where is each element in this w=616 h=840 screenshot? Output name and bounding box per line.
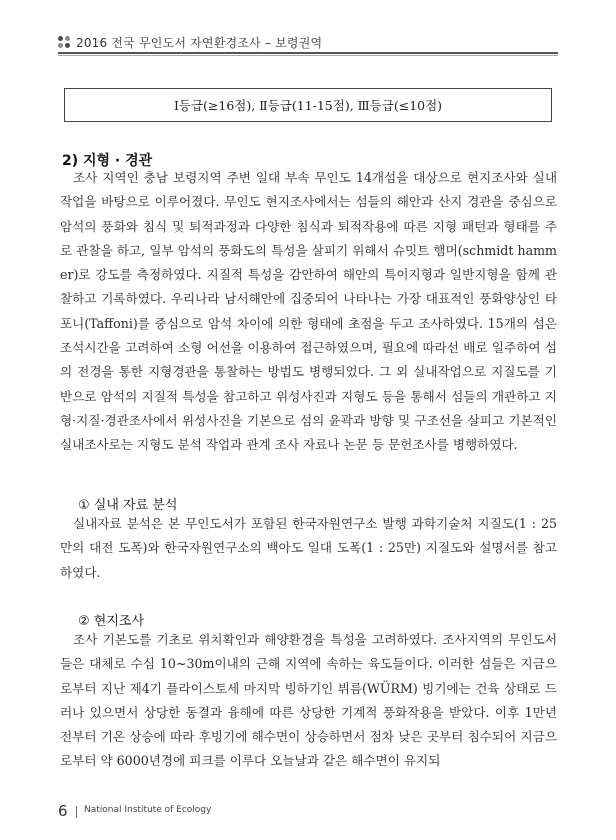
header-dots-icon [58, 36, 72, 50]
grade-criteria-box [64, 88, 552, 122]
subsection-title-indoor: ① 실내 자료 분석 [78, 498, 178, 513]
page-number: 6 [58, 802, 68, 820]
header-title: 2016 전국 무인도서 자연환경조사 – 보령권역 [76, 36, 323, 50]
header-dot [65, 36, 70, 41]
footer-organization: National Institute of Ecology [84, 805, 212, 815]
header-dot [58, 43, 63, 48]
subsection-paragraph-field: 조사 기본도를 기초로 위치확인과 해양환경을 특성을 고려하였다. 조사지역의 무인도서들은 대체로 수심 10~30m이내의 근해 지역에 속하는 육도들이다. 이러한 섬들은 지금으로부터 지난 제4기 플라이스토세 마지막 빙하기인 뷔름(WÜRM) 빙기에는 건육 상태로 드러나 있으면서 상당한 동결과 융해에 따른 상당한 기계적 풍화작용을 받았다. 이후 1만년 전부터 기온 상승에 따라 후빙기에 해수면이 상승하면서 점차 낮은 곳부터 침수되어 지금으로부터 약 6000년경에 피크를 이루다 오늘날과 같은 해수면이 유지되 [60, 632, 557, 769]
page-header [0, 0, 616, 56]
section-title: 2) 지형 · 경관 [62, 153, 153, 169]
header-divider [58, 52, 558, 54]
header-dot [65, 43, 70, 48]
header-dot [58, 36, 63, 41]
section-paragraph: 조사 지역인 충남 보령지역 주변 일대 부속 무인도 14개섬을 대상으로 현지조사와 실내작업을 바탕으로 이루어졌다. 무인도 현지조사에서는 섬들의 해안과 산지 경관을 중심으로 암석의 풍화와 침식 및 퇴적과정과 다양한 침식과 퇴적작용에 따른 지형 패턴과 형태를 주로 관찰을 하고, 일부 암석의 풍화도의 특성을 살피기 위해서 슈밋트 햄머(schmidt hammer)로 강도를 측정하였다. 지질적 특성을 감안하여 해안의 특이지형과 일반지형을 함께 관찰하고 기록하였다. 우리나라 남서해안에 집중되어 나타나는 가장 대표적인 풍화양상인 타포니(Taffoni)를 중심으로 암석 차이에 의한 형태에 초점을 두고 조사하였다. 15개의 섬은 조석시간을 고려하여 소형 어선을 이용하여 접근하였으며, 필요에 따라선 배로 일주하여 섬의 전경을 통한 지형경관을 통찰하는 방법도 병행되었다. 그 외 실내작업으로 지질도를 기반으로 암석의 지질적 특성을 참고하고 위성사진과 지형도 등을 통해서 섬들의 개관하고 지형·지질·경관조사에서 위성사진을 기본으로 섬의 윤곽과 방향 및 구조선을 살피고 기본적인 실내조사로는 지형도 분석 작업과 관계 조사 자료나 논문 등 문헌조사를 병행하였다. [60, 170, 557, 453]
footer-separator [76, 806, 77, 818]
grade-criteria-text: Ⅰ등급(≥16점), Ⅱ등급(11-15점), Ⅲ등급(≤10점) [173, 98, 443, 113]
subsection-title-field: ② 현지조사 [78, 614, 145, 629]
header-divider-thin [58, 55, 558, 56]
subsection-paragraph-indoor: 실내자료 분석은 본 무인도서가 포함된 한국자원연구소 발행 과학기술처 지질도(1 : 25만의 대전 도폭)와 한국자원연구소의 백아도 일대 도폭(1 : 25만) 지질도와 설명서를 참고하였다. [60, 516, 557, 580]
